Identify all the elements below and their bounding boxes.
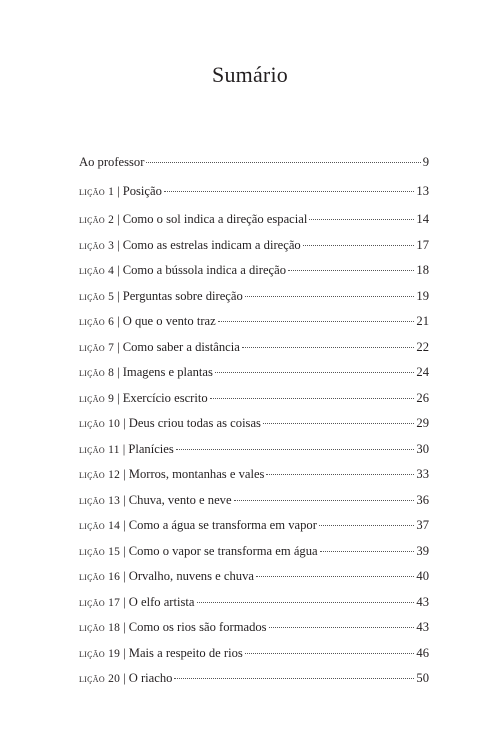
- dot-leader: [269, 627, 415, 628]
- dot-leader: [242, 347, 415, 348]
- toc-entry-label: Como saber a distância: [122, 339, 240, 354]
- toc-entry: [79, 544, 429, 570]
- lesson-number: 7: [108, 341, 115, 354]
- lesson-number: 20: [108, 673, 121, 685]
- toc-page-number: 9: [422, 155, 429, 169]
- lesson-number: 1: [108, 185, 115, 198]
- dot-leader: [319, 525, 415, 526]
- toc-entry-label: Perguntas sobre direção: [122, 288, 243, 303]
- toc-entry-label: O elfo artista: [128, 594, 195, 609]
- toc-entry-label: Orvalho, nuvens e chuva: [128, 569, 254, 583]
- separator: |: [123, 645, 126, 660]
- dot-leader: [266, 474, 414, 475]
- lesson-number: 9: [108, 392, 115, 405]
- lesson-number: 13: [108, 494, 121, 507]
- separator: |: [123, 492, 126, 507]
- lesson-prefix: lição: [79, 290, 105, 303]
- lesson-number: 15: [108, 545, 121, 558]
- dot-leader: [197, 602, 415, 603]
- toc-entry: [79, 365, 429, 391]
- lesson-number: 5: [108, 290, 115, 303]
- toc-page-number: 46: [416, 645, 429, 660]
- separator: |: [122, 441, 126, 456]
- toc-page-number: 14: [416, 212, 429, 226]
- toc-page-number: 18: [416, 263, 429, 277]
- lesson-prefix: lição: [79, 392, 105, 405]
- separator: |: [123, 594, 126, 609]
- separator: |: [117, 212, 120, 226]
- toc-entry-label: Como os rios são formados: [128, 620, 267, 634]
- toc-entry-label: Exercício escrito: [122, 390, 208, 405]
- separator: |: [123, 671, 126, 685]
- lesson-number: 19: [108, 647, 121, 660]
- toc-entry: [79, 518, 429, 544]
- toc-page-number: 19: [416, 288, 429, 303]
- dot-leader: [210, 398, 415, 399]
- toc-page-number: 24: [416, 365, 429, 379]
- dot-leader: [234, 500, 415, 501]
- toc-entry: [79, 416, 429, 442]
- lesson-number: 10: [108, 418, 121, 430]
- toc-entry-label: Imagens e plantas: [122, 365, 213, 379]
- lesson-number: 2: [108, 214, 115, 226]
- toc-entry-label: Planícies: [128, 441, 174, 456]
- lesson-prefix: lição: [79, 185, 105, 198]
- toc-entry: [79, 263, 429, 289]
- dot-leader: [245, 653, 415, 654]
- lesson-number: 4: [108, 265, 115, 277]
- lesson-prefix: lição: [79, 443, 105, 456]
- lesson-number: 8: [108, 367, 115, 379]
- toc-page-number: 37: [416, 518, 429, 532]
- separator: |: [123, 467, 126, 481]
- dot-leader: [309, 219, 414, 220]
- toc-entry-label: Chuva, vento e neve: [128, 492, 232, 507]
- toc-page-number: 40: [416, 569, 429, 583]
- separator: |: [117, 288, 120, 303]
- toc-entry: [79, 238, 429, 264]
- lesson-prefix: lição: [79, 214, 105, 226]
- separator: |: [123, 569, 126, 583]
- dot-leader: [245, 296, 415, 297]
- toc-entry: [79, 391, 429, 417]
- toc-entry: [79, 569, 429, 595]
- toc-entry: [79, 289, 429, 315]
- toc-entry-intro: [79, 155, 429, 181]
- toc-entry: [79, 620, 429, 646]
- lesson-prefix: lição: [79, 571, 105, 583]
- toc-entry-label: Como o sol indica a direção espacial: [122, 212, 308, 226]
- toc-entry-label: Como as estrelas indicam a direção: [122, 237, 301, 252]
- table-of-contents: [79, 155, 429, 697]
- toc-page-number: 43: [416, 594, 429, 609]
- toc-page-number: 26: [416, 390, 429, 405]
- toc-page-number: 50: [416, 671, 429, 685]
- lesson-prefix: lição: [79, 647, 105, 660]
- toc-entry-label: Morros, montanhas e vales: [128, 467, 265, 481]
- lesson-prefix: lição: [79, 545, 105, 558]
- page-title: Sumário: [212, 62, 288, 87]
- lesson-prefix: lição: [79, 520, 105, 532]
- toc-page-number: 39: [416, 543, 429, 558]
- toc-entry: [79, 646, 429, 672]
- lesson-prefix: lição: [79, 316, 105, 328]
- dot-leader: [164, 191, 415, 192]
- separator: |: [123, 416, 126, 430]
- toc-page-number: 29: [416, 416, 429, 430]
- dot-leader: [303, 245, 415, 246]
- toc-entry-label: Como a água se transforma em vapor: [128, 518, 317, 532]
- toc-entry-label: Deus criou todas as coisas: [128, 416, 261, 430]
- lesson-number: 14: [108, 520, 121, 532]
- separator: |: [123, 518, 126, 532]
- lesson-prefix: lição: [79, 418, 105, 430]
- dot-leader: [320, 551, 415, 552]
- toc-entry: [79, 314, 429, 340]
- toc-entry: [79, 671, 429, 697]
- lesson-prefix: lição: [79, 367, 105, 379]
- toc-page-number: 43: [416, 620, 429, 634]
- lesson-number: 3: [108, 239, 115, 252]
- dot-leader: [146, 162, 420, 163]
- separator: |: [117, 339, 120, 354]
- toc-page-number: 33: [416, 467, 429, 481]
- lesson-number: 16: [108, 571, 121, 583]
- toc-page-number: 21: [416, 314, 429, 328]
- separator: |: [117, 183, 120, 198]
- lesson-prefix: lição: [79, 622, 105, 634]
- toc-entry-label: O que o vento traz: [122, 314, 216, 328]
- toc-page-number: 30: [416, 441, 429, 456]
- toc-entry-label: Posição: [122, 183, 162, 198]
- lesson-number: 11: [108, 443, 120, 456]
- separator: |: [117, 314, 120, 328]
- lesson-prefix: lição: [79, 239, 105, 252]
- separator: |: [117, 365, 120, 379]
- toc-entry: [79, 184, 429, 210]
- toc-entry-label: Como a bússola indica a direção: [122, 263, 287, 277]
- separator: |: [117, 237, 120, 252]
- dot-leader: [256, 576, 414, 577]
- separator: |: [117, 263, 120, 277]
- toc-entry-label: O riacho: [128, 671, 173, 685]
- toc-entry: [79, 340, 429, 366]
- lesson-number: 12: [108, 469, 121, 481]
- lesson-number: 18: [108, 622, 121, 634]
- lesson-list: [79, 184, 429, 697]
- toc-entry: [79, 493, 429, 519]
- lesson-number: 17: [108, 596, 121, 609]
- toc-entry-label: Como o vapor se transforma em água: [128, 543, 318, 558]
- dot-leader: [288, 270, 414, 271]
- toc-entry: [79, 442, 429, 468]
- lesson-prefix: lição: [79, 673, 105, 685]
- toc-entry: [79, 467, 429, 493]
- toc-page-number: 36: [416, 492, 429, 507]
- separator: |: [123, 620, 126, 634]
- lesson-prefix: lição: [79, 494, 105, 507]
- dot-leader: [174, 678, 414, 679]
- separator: |: [123, 543, 126, 558]
- dot-leader: [218, 321, 415, 322]
- lesson-prefix: lição: [79, 596, 105, 609]
- dot-leader: [176, 449, 415, 450]
- dot-leader: [215, 372, 414, 373]
- dot-leader: [263, 423, 414, 424]
- toc-page-number: 13: [416, 183, 429, 198]
- toc-entry: [79, 212, 429, 238]
- toc-page-number: 22: [416, 339, 429, 354]
- lesson-prefix: lição: [79, 265, 105, 277]
- toc-entry-label: Mais a respeito de rios: [128, 645, 243, 660]
- toc-entry-label: Ao professor: [79, 155, 145, 169]
- lesson-number: 6: [108, 316, 115, 328]
- toc-page-number: 17: [416, 237, 429, 252]
- toc-entry: [79, 595, 429, 621]
- lesson-prefix: lição: [79, 469, 105, 481]
- lesson-prefix: lição: [79, 341, 105, 354]
- separator: |: [117, 390, 120, 405]
